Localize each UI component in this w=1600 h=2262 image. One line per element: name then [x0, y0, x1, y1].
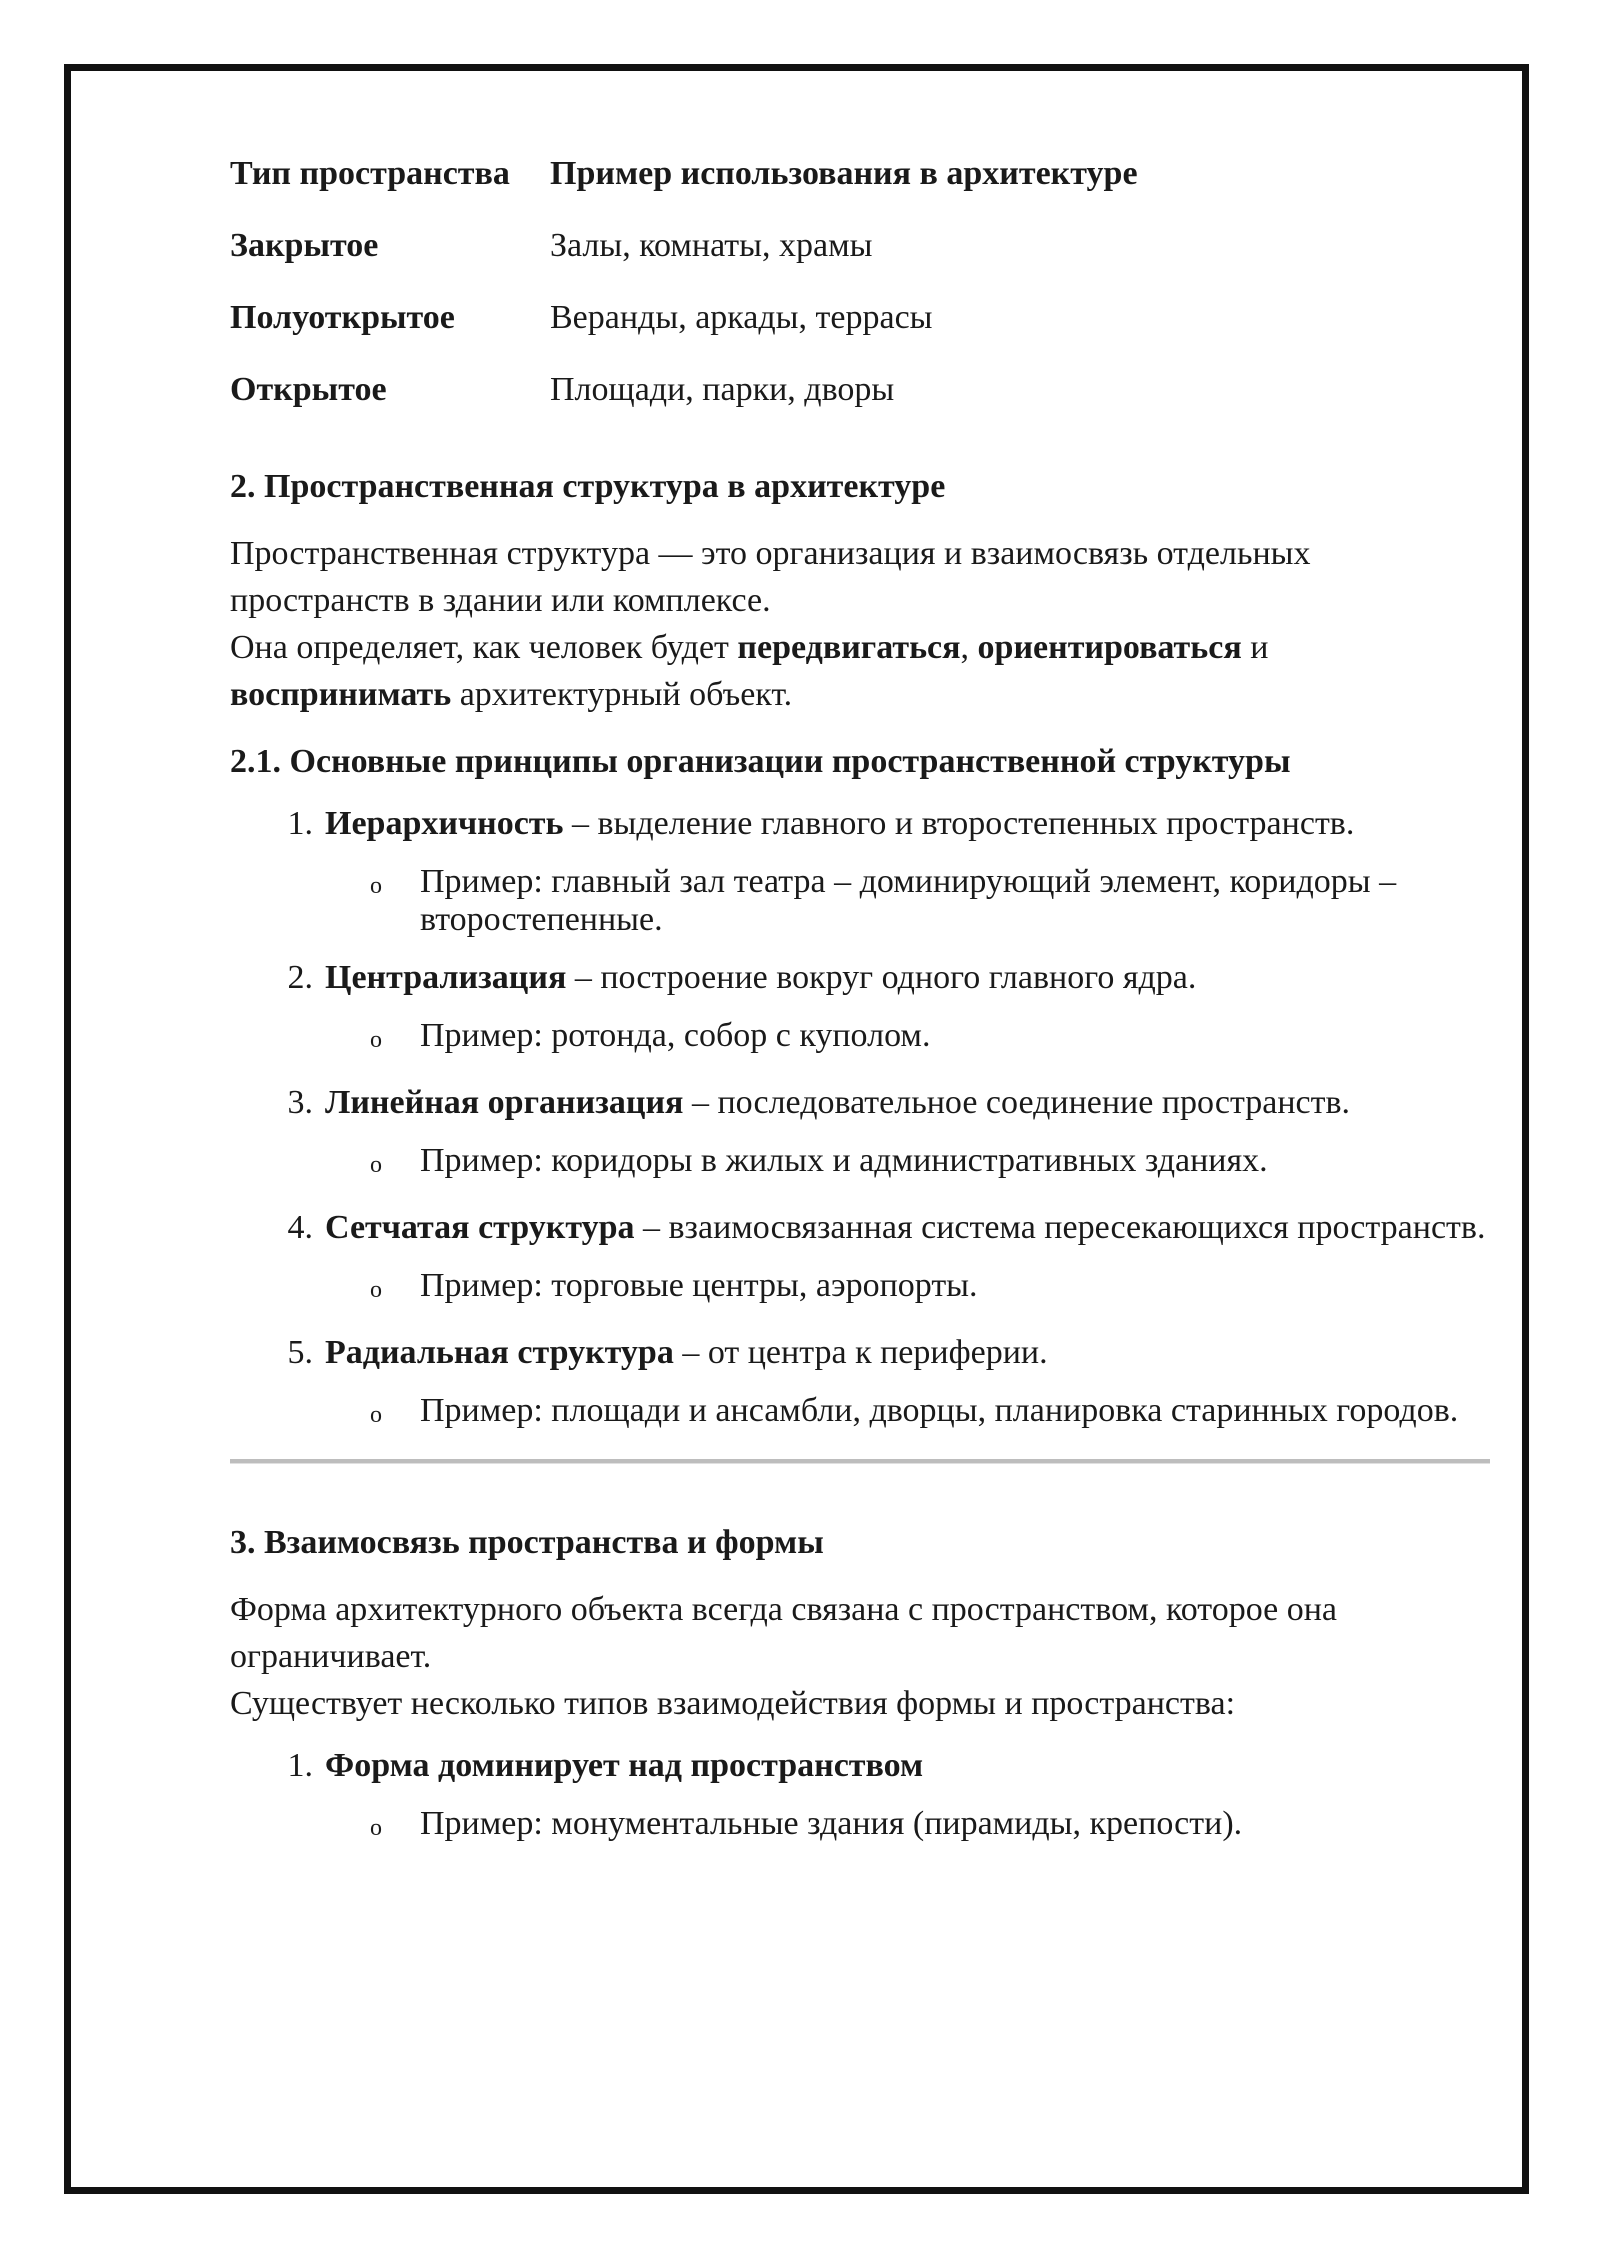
table-cell-type: Закрытое: [230, 227, 379, 264]
table-cell-example: Площади, парки, дворы: [550, 371, 895, 408]
sub-list-item: [230, 1392, 1490, 1439]
circle-bullet-icon: o: [370, 1402, 382, 1428]
list-term: Централизация: [325, 959, 567, 996]
list-item-text: [325, 1334, 1490, 1372]
list-desc: – взаимосвязанная система пересекающихся пространств.: [634, 1209, 1486, 1246]
sub-list-item: [230, 1267, 1490, 1314]
list-desc: – выделение главного и второстепенных пространств.: [563, 805, 1355, 842]
circle-bullet-icon: o: [370, 1027, 382, 1053]
table-cell-example: Веранды, аркады, террасы: [550, 299, 933, 336]
section-3-paragraph-2: Существует несколько типов взаимодействия формы и пространства:: [230, 1685, 1236, 1722]
list-item: [230, 1084, 1490, 1122]
text-run: Она определяет, как человек будет: [230, 629, 738, 666]
list-term: Форма доминирует над пространством: [325, 1747, 924, 1784]
list-item: [230, 959, 1490, 997]
list-number: 3.: [287, 1084, 313, 1121]
list-term: Иерархичность: [325, 805, 564, 842]
space-types-table: [230, 150, 1490, 413]
example-text: Пример: коридоры в жилых и административных зданиях.: [420, 1142, 1268, 1179]
table-row: [230, 366, 1490, 413]
list-term: Сетчатая структура: [325, 1209, 635, 1246]
sub-list-item: [230, 1805, 1490, 1852]
list-desc: – построение вокруг одного главного ядра.: [566, 959, 1197, 996]
circle-bullet-icon: o: [370, 1152, 382, 1178]
sub-list-item: [230, 1017, 1490, 1064]
section-2-heading: 2. Пространственная структура в архитектуре: [230, 468, 946, 505]
list-number: 2.: [287, 959, 313, 996]
list-item: [230, 1334, 1490, 1372]
example-text: Пример: площади и ансамбли, дворцы, планировка старинных городов.: [420, 1392, 1459, 1429]
list-desc: – от центра к периферии.: [673, 1334, 1048, 1371]
list-item: [230, 1209, 1490, 1247]
list-item-text: [325, 1747, 1490, 1785]
circle-bullet-icon: o: [370, 873, 382, 899]
list-item: [230, 805, 1490, 843]
list-desc: – последовательное соединение пространств.: [683, 1084, 1351, 1121]
circle-bullet-icon: o: [370, 1815, 382, 1841]
list-term: Радиальная структура: [325, 1334, 674, 1371]
list-item-text: [325, 1084, 1490, 1122]
section-2-paragraph-2: [230, 624, 1490, 718]
section-2-paragraph-1: Пространственная структура — это организация и взаимосвязь отдельных пространств в здании или комплексе.: [230, 535, 1311, 619]
list-item-text: [325, 959, 1490, 997]
list-item-text: [325, 1209, 1490, 1247]
document-body: [230, 150, 1490, 1852]
section-3-paragraph-1: Форма архитектурного объекта всегда связана с пространством, которое она ограничивает.: [230, 1591, 1337, 1675]
example-text: Пример: торговые центры, аэропорты.: [420, 1267, 978, 1304]
list-item-text: [325, 805, 1490, 843]
text-run: архитектурный объект.: [451, 676, 793, 713]
list-number: 4.: [287, 1209, 313, 1246]
text-run: и: [1241, 629, 1269, 666]
list-number: 1.: [287, 1747, 313, 1784]
table-header-type: Тип пространства: [230, 155, 510, 192]
table-cell-type: Открытое: [230, 371, 387, 408]
section-2-1-heading: 2.1. Основные принципы организации пространственной структуры: [230, 743, 1291, 780]
table-header-example: Пример использования в архитектуре: [550, 155, 1138, 192]
example-text: Пример: ротонда, собор с куполом.: [420, 1017, 931, 1054]
section-3-heading: 3. Взаимосвязь пространства и формы: [230, 1524, 824, 1561]
horizontal-divider: [230, 1459, 1490, 1464]
table-header-row: [230, 150, 1490, 197]
list-term: Линейная организация: [325, 1084, 684, 1121]
text-run: ,: [960, 629, 978, 666]
example-text: Пример: монументальные здания (пирамиды, крепости).: [420, 1805, 1243, 1842]
sub-list-item: [230, 863, 1490, 939]
bold-term-move: передвигаться: [737, 629, 961, 666]
table-row: [230, 222, 1490, 269]
bold-term-orient: ориентироваться: [977, 629, 1242, 666]
example-text: Пример: главный зал театра – доминирующий элемент, коридоры – второстепенные.: [420, 863, 1397, 938]
circle-bullet-icon: o: [370, 1277, 382, 1303]
table-cell-type: Полуоткрытое: [230, 299, 455, 336]
table-row: [230, 294, 1490, 341]
sub-list-item: [230, 1142, 1490, 1189]
list-number: 5.: [287, 1334, 313, 1371]
list-item: [230, 1747, 1490, 1785]
table-cell-example: Залы, комнаты, храмы: [550, 227, 873, 264]
list-number: 1.: [287, 805, 313, 842]
bold-term-perceive: воспринимать: [230, 676, 452, 713]
